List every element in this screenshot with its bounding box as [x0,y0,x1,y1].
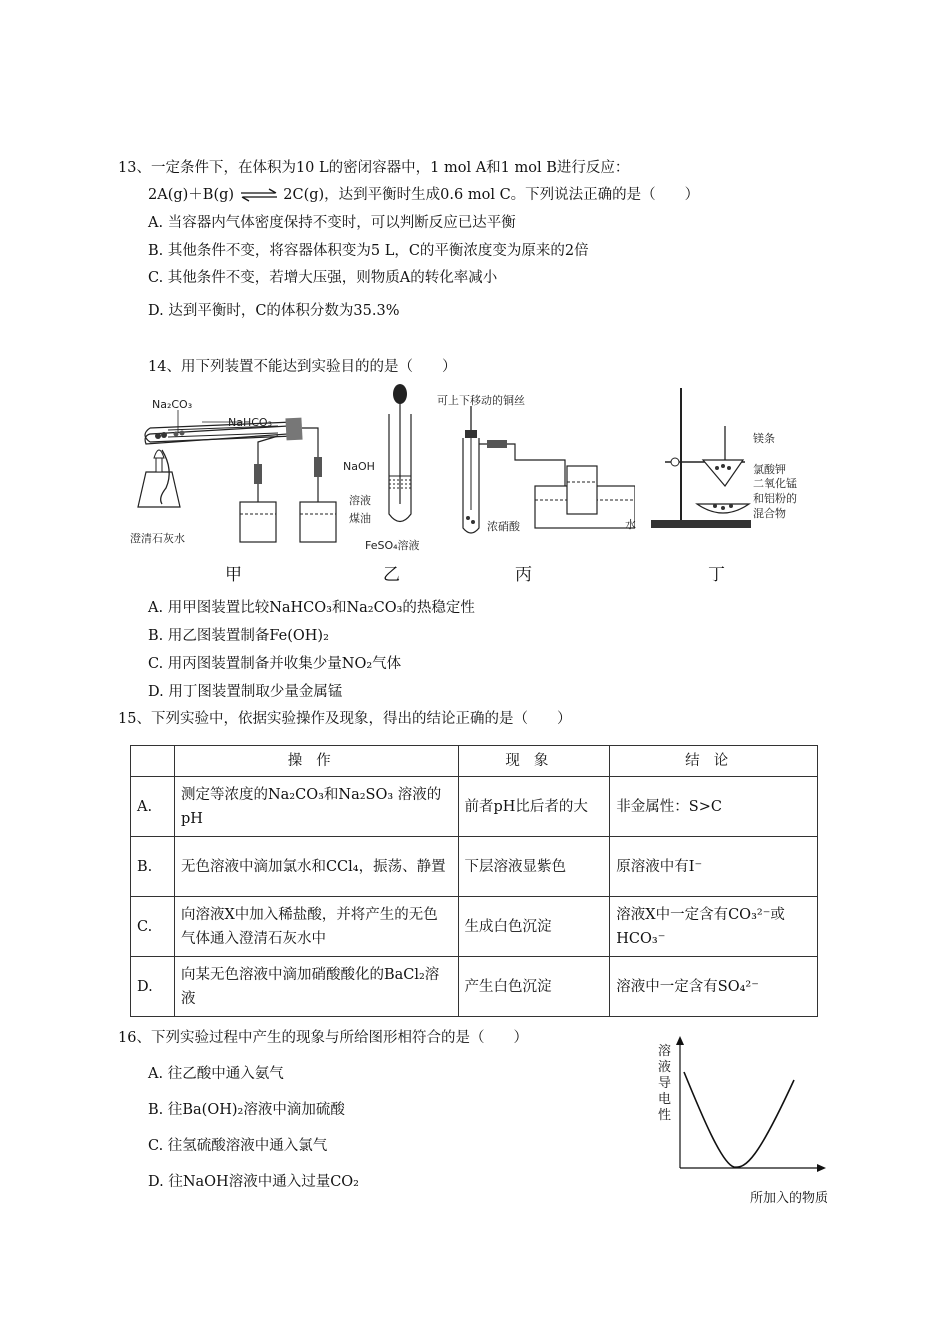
q14-stem: 14、用下列装置不能达到实验目的的是（ ） [148,359,457,375]
row-phenomenon: 生成白色沉淀 [458,897,610,957]
q15-stem: 15、下列实验中，依据实验操作及现象，得出的结论正确的是（ ） [118,711,572,727]
label-conc-hno3: 浓硝酸 [487,520,520,533]
row-key: A. [131,777,175,837]
label-mno2: 二氧化锰 [753,477,797,490]
table-header-row [131,746,818,777]
label-solution: 溶液 [349,494,371,507]
equilibrium-arrow-icon [239,188,279,202]
q13-stem: 13、一定条件下，在体积为10 L的密闭容器中，1 mol A和1 mol B进行反应： [118,160,630,176]
q16-option-b: B. 往Ba(OH)₂溶液中滴加硫酸 [148,1102,345,1118]
label-nahco3: NaHCO₃ [228,416,272,429]
q13-option-a: A. 当容器内气体密度保持不变时，可以判断反应已达平衡 [148,215,516,231]
row-conclusion: 原溶液中有I⁻ [610,837,818,897]
q13-option-d: D. 达到平衡时，C的体积分数为35.3% [148,303,400,319]
row-conclusion: 非金属性：S>C [610,777,818,837]
q13-option-c: C. 其他条件不变，若增大压强，则物质A的转化率减小 [148,270,498,286]
row-phenomenon: 产生白色沉淀 [458,957,610,1017]
table-row [131,837,818,897]
q14-option-b: B. 用乙图装置制备Fe(OH)₂ [148,628,329,644]
q16-stem: 16、下列实验过程中产生的现象与所给图形相符合的是（ ） [118,1030,528,1046]
q13-equation [148,185,699,205]
row-key: D. [131,957,175,1017]
label-kerosene: 煤油 [349,512,371,525]
label-feso4: FeSO₄溶液 [365,539,420,552]
table-row [131,777,818,837]
row-key: B. [131,837,175,897]
label-naoh: NaOH [343,460,375,473]
label-na2co3: Na₂CO₃ [152,398,193,411]
header-conclusion: 结论 [610,746,818,777]
q13-eq-right: 2C(g)，达到平衡时生成0.6 mol C。下列说法正确的是（ ） [283,187,700,203]
q14-option-d: D. 用丁图装置制取少量金属锰 [148,684,343,700]
q13-option-b: B. 其他条件不变，将容器体积变为5 L，C的平衡浓度变为原来的2倍 [148,243,589,259]
apparatus-ding [645,382,755,532]
q15-table [130,745,818,1017]
q16-option-d: D. 往NaOH溶液中通入过量CO₂ [148,1174,359,1190]
row-operation: 向溶液X中加入稀盐酸，并将产生的无色气体通入澄清石灰水中 [174,897,458,957]
header-empty [131,746,175,777]
apparatus-yi [385,384,425,534]
row-operation: 无色溶液中滴加氯水和CCl₄，振荡、静置 [174,837,458,897]
table-row [131,957,818,1017]
label-water: 水 [625,518,636,531]
row-key: C. [131,897,175,957]
label-copper-wire: 可上下移动的铜丝 [437,394,525,407]
header-phenomenon: 现象 [458,746,610,777]
q14-option-a: A. 用甲图装置比较NaHCO₃和Na₂CO₃的热稳定性 [148,600,475,616]
label-kclo3: 氯酸钾 [753,463,786,476]
label-al-powder: 和铝粉的 [753,492,797,505]
row-operation: 向某无色溶液中滴加硝酸酸化的BaCl₂溶液 [174,957,458,1017]
caption-yi: 乙 [383,565,400,585]
caption-jia: 甲 [225,565,242,585]
q16-option-c: C. 往氢硫酸溶液中通入氯气 [148,1138,328,1154]
row-conclusion: 溶液中一定含有SO₄²⁻ [610,957,818,1017]
caption-ding: 丁 [708,565,725,585]
row-conclusion: 溶液X中一定含有CO₃²⁻或HCO₃⁻ [610,897,818,957]
q14-option-c: C. 用丙图装置制备并收集少量NO₂气体 [148,656,402,672]
label-limewater: 澄清石灰水 [130,532,185,545]
header-operation: 操作 [174,746,458,777]
apparatus-bing [455,400,635,540]
table-row [131,897,818,957]
label-mg-strip: 镁条 [753,432,775,445]
graph-y-label: 溶液导电性 [658,1044,672,1123]
row-operation: 测定等浓度的Na₂CO₃和Na₂SO₃ 溶液的pH [174,777,458,837]
row-phenomenon: 前者pH比后者的大 [458,777,610,837]
q13-eq-left: 2A(g)＋B(g) [148,187,235,203]
label-mixture: 混合物 [753,507,786,520]
graph-x-label: 所加入的物质 [750,1191,829,1206]
caption-bing: 丙 [515,565,532,585]
q16-option-a: A. 往乙酸中通入氨气 [148,1066,284,1082]
conductivity-graph [672,1036,832,1176]
row-phenomenon: 下层溶液显紫色 [458,837,610,897]
